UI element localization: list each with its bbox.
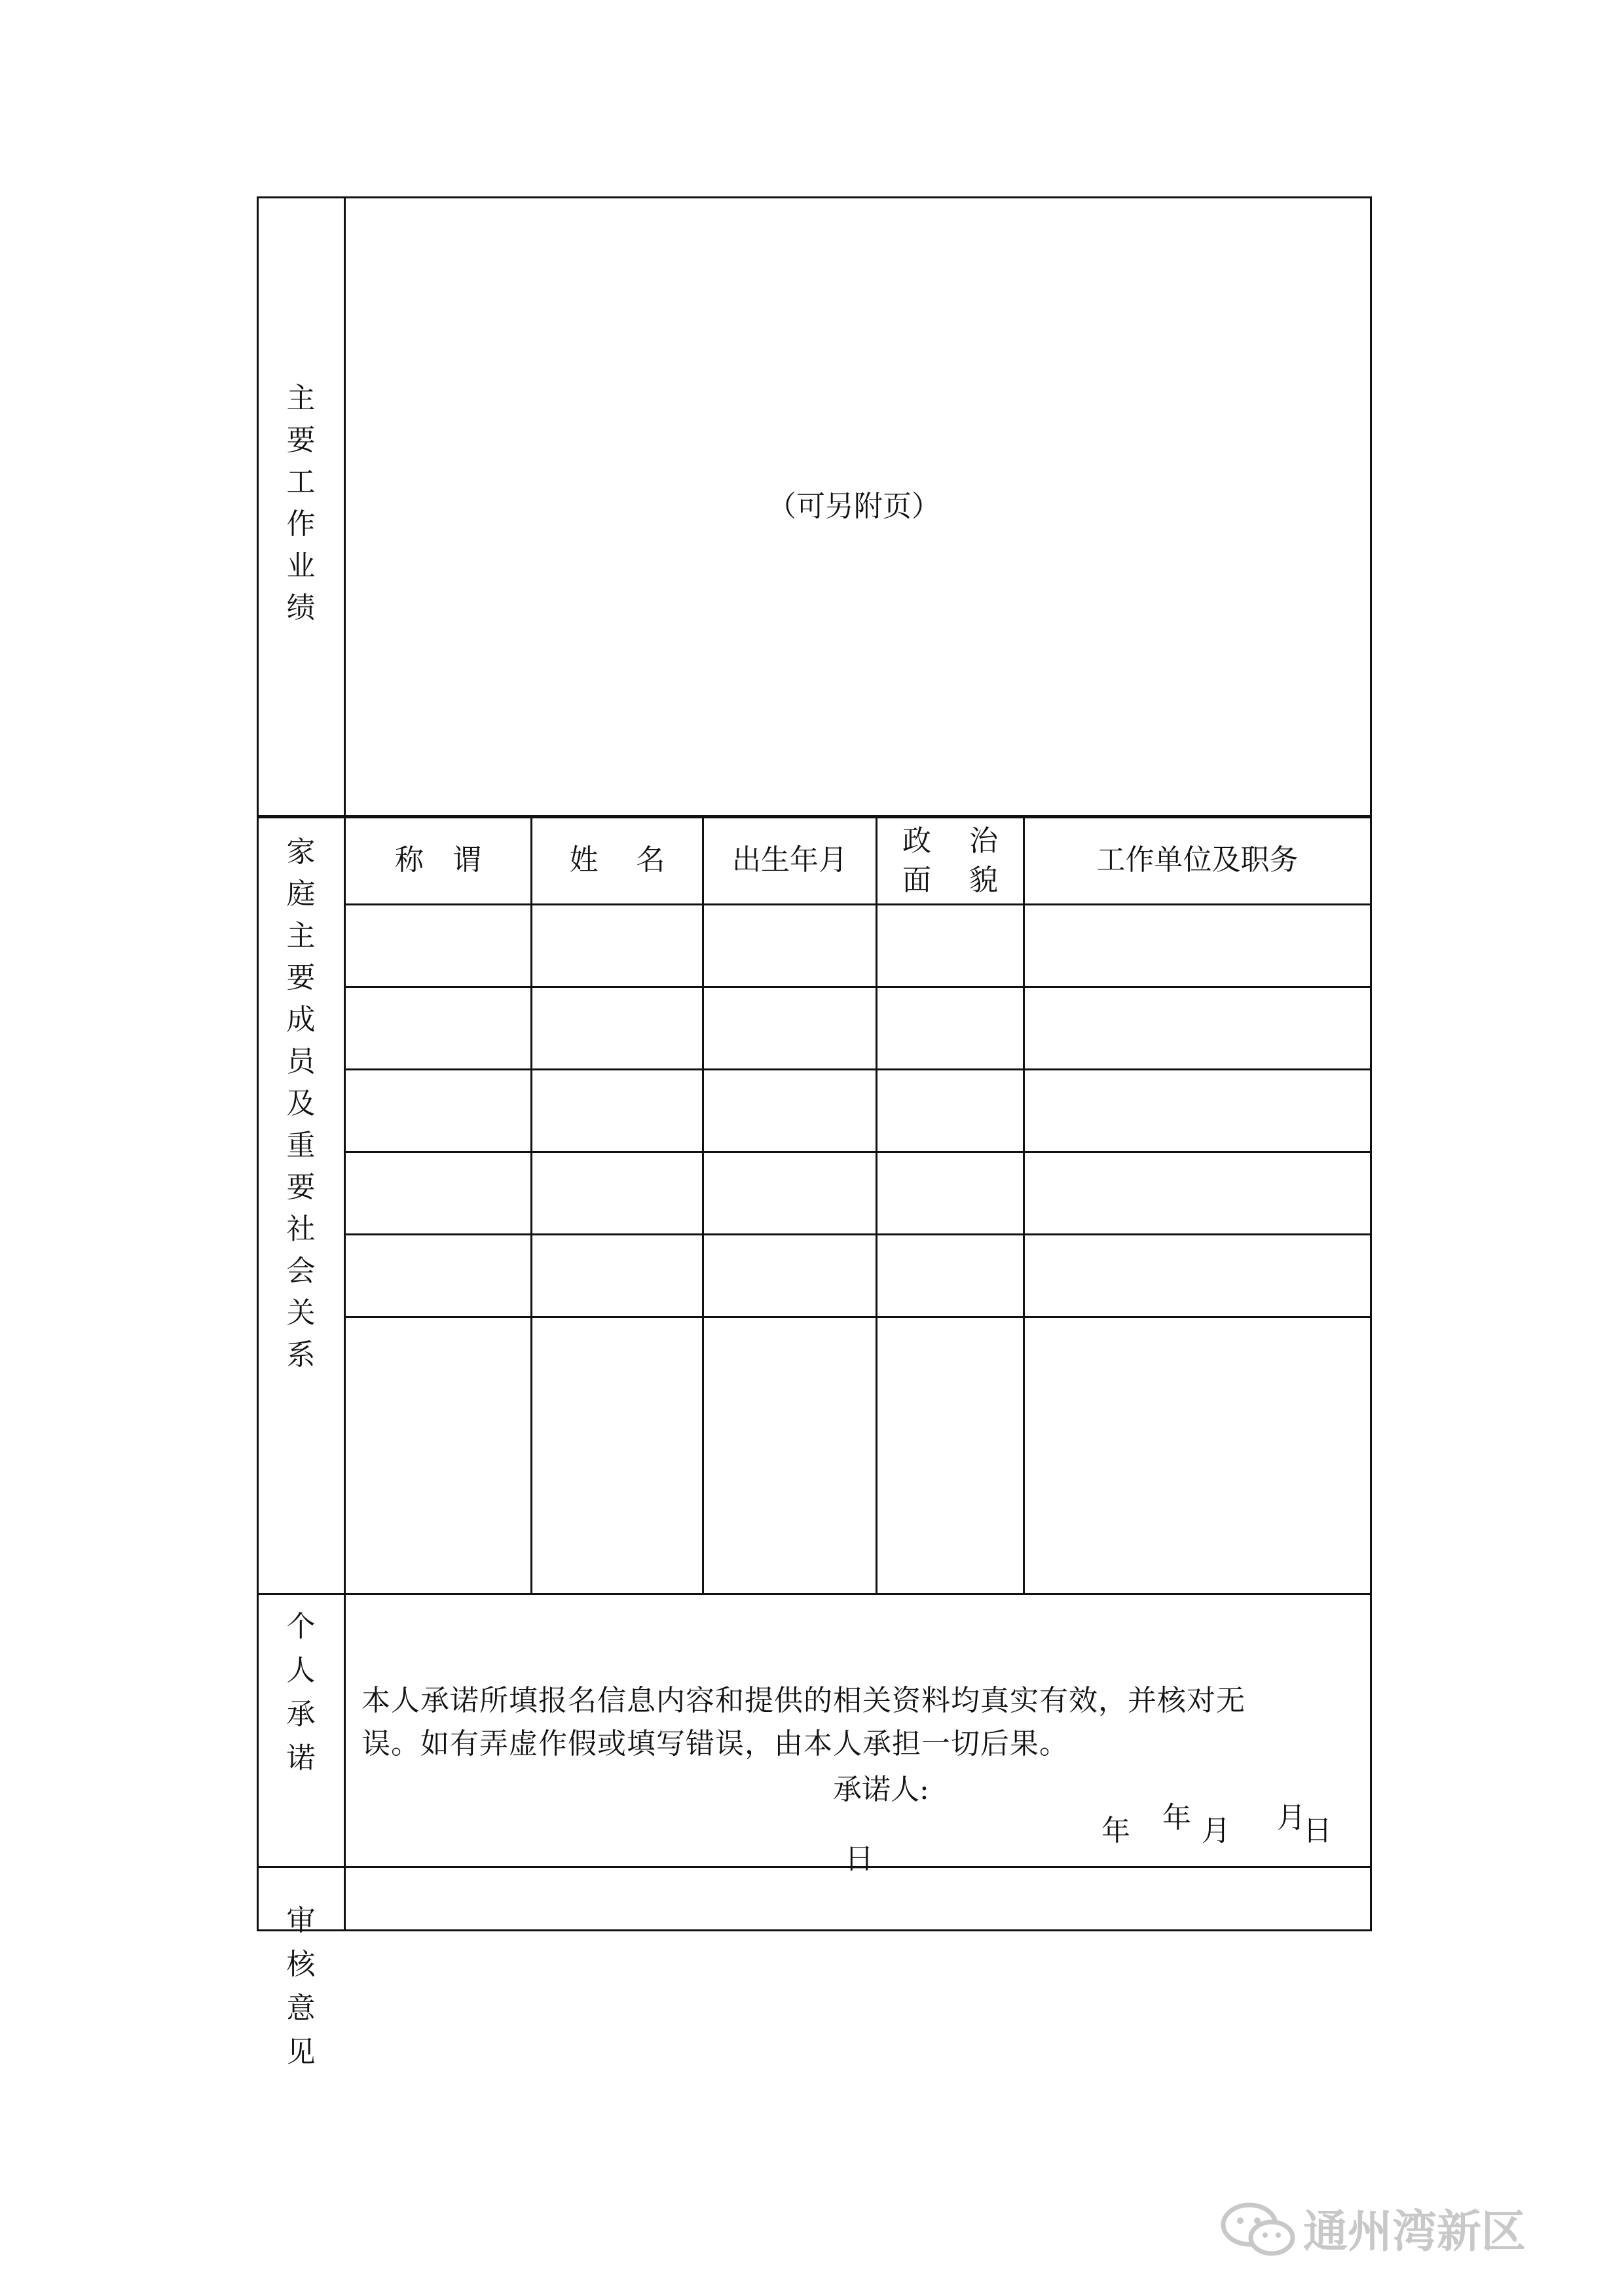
family-label <box>257 835 345 1383</box>
label-char: 庭 <box>286 877 316 911</box>
label-char: 系 <box>286 1338 316 1372</box>
achievements-label <box>257 384 345 636</box>
form-bottom-border <box>257 1929 1372 1931</box>
family-table-cell[interactable] <box>532 1318 702 1593</box>
label-char: 成 <box>286 1003 316 1036</box>
family-table-cell[interactable] <box>704 1070 876 1151</box>
form-right-border <box>1370 196 1372 1931</box>
pledge-signer-label: 承诺人: <box>833 1773 929 1806</box>
wechat-icon <box>1218 2200 1297 2259</box>
review-opinion-area[interactable] <box>346 1868 1370 1929</box>
family-table-cell[interactable] <box>532 1070 702 1151</box>
family-table-cell[interactable] <box>704 1153 876 1233</box>
family-table-cell[interactable] <box>704 1318 876 1593</box>
family-table-cell[interactable] <box>877 1318 1023 1593</box>
label-char: 及 <box>286 1087 316 1120</box>
family-table-cell[interactable] <box>1025 905 1370 986</box>
label-char: 关 <box>286 1296 316 1330</box>
header-political-status-line2: 面 貌 <box>902 864 998 897</box>
achievements-bottom-border <box>257 815 1372 818</box>
family-table-cell[interactable] <box>532 1235 702 1316</box>
label-char: 要 <box>286 1171 316 1204</box>
pledge-text-line1: 本人承诺所填报名信息内容和提供的相关资料均真实有效，并核对无 <box>361 1684 1246 1717</box>
watermark-text: 通州湾新区 <box>1303 2206 1526 2258</box>
label-char: 要 <box>286 424 316 457</box>
label-char: 绩 <box>286 591 316 625</box>
family-table-cell[interactable] <box>532 905 702 986</box>
family-table-cell[interactable] <box>877 1153 1023 1233</box>
header-employer-position: 工作单位及职务 <box>1096 843 1299 877</box>
label-char: 家 <box>286 835 316 869</box>
family-table-cell[interactable] <box>877 988 1023 1068</box>
label-char: 工 <box>286 465 316 499</box>
registration-form-page <box>257 196 1372 2069</box>
label-char: 诺 <box>286 1741 316 1775</box>
review-label <box>257 1906 345 2082</box>
family-table-cell[interactable] <box>877 1235 1023 1316</box>
pledge-date-day: 日 <box>1303 1814 1332 1848</box>
label-char: 业 <box>286 549 316 583</box>
header-birth-date: 出生年月 <box>732 843 847 877</box>
pledge-date-month: 月 <box>1202 1814 1230 1848</box>
label-char: 人 <box>286 1654 316 1687</box>
pledge-text-line2: 误。如有弄虚作假或填写错误，由本人承担一切后果。 <box>361 1727 1069 1760</box>
review-date-month: 月 <box>1277 1801 1306 1834</box>
family-table-cell[interactable] <box>346 1153 530 1233</box>
label-char: 要 <box>286 961 316 994</box>
label-char: 员 <box>286 1045 316 1078</box>
family-table-cell[interactable] <box>704 1235 876 1316</box>
label-char: 核 <box>286 1948 316 1981</box>
family-table-cell[interactable] <box>532 988 702 1068</box>
label-char: 作 <box>286 507 316 541</box>
family-table-cell[interactable] <box>877 905 1023 986</box>
label-char: 审 <box>286 1904 316 1937</box>
family-bottom-border <box>257 1593 1372 1595</box>
pledge-date-year: 年 <box>1101 1814 1130 1848</box>
family-table-cell[interactable] <box>346 1318 530 1593</box>
label-char: 见 <box>286 2035 316 2069</box>
label-char: 个 <box>286 1610 316 1643</box>
family-table-cell[interactable] <box>704 988 876 1068</box>
label-char: 承 <box>286 1698 316 1731</box>
family-table-cell[interactable] <box>346 1235 530 1316</box>
pledge-label <box>257 1610 345 1788</box>
header-relation: 称 谓 <box>395 843 481 877</box>
header-political-status-line1: 政 治 <box>902 824 998 858</box>
family-table-cell[interactable] <box>346 1070 530 1151</box>
family-table-cell[interactable] <box>346 905 530 986</box>
family-table-cell[interactable] <box>704 905 876 986</box>
family-table-cell[interactable] <box>1025 988 1370 1068</box>
pledge-signature-field[interactable] <box>938 1768 1200 1807</box>
review-date-day: 日 <box>845 1842 874 1876</box>
family-table-cell[interactable] <box>1025 1153 1370 1233</box>
label-char: 重 <box>286 1129 316 1162</box>
label-char: 主 <box>286 919 316 953</box>
family-table-cell[interactable] <box>1025 1070 1370 1151</box>
attach-page-note: （可另附页） <box>767 490 940 523</box>
family-table-cell[interactable] <box>877 1070 1023 1151</box>
family-table-cell[interactable] <box>1025 1235 1370 1316</box>
review-date-year: 年 <box>1162 1801 1191 1834</box>
family-table-cell[interactable] <box>1025 1318 1370 1593</box>
label-char: 主 <box>286 382 316 415</box>
label-char: 社 <box>286 1212 316 1246</box>
header-name: 姓 名 <box>569 843 665 877</box>
family-table-cell[interactable] <box>532 1153 702 1233</box>
label-char: 会 <box>286 1254 316 1288</box>
label-char: 意 <box>286 1992 316 2025</box>
family-table-cell[interactable] <box>346 988 530 1068</box>
